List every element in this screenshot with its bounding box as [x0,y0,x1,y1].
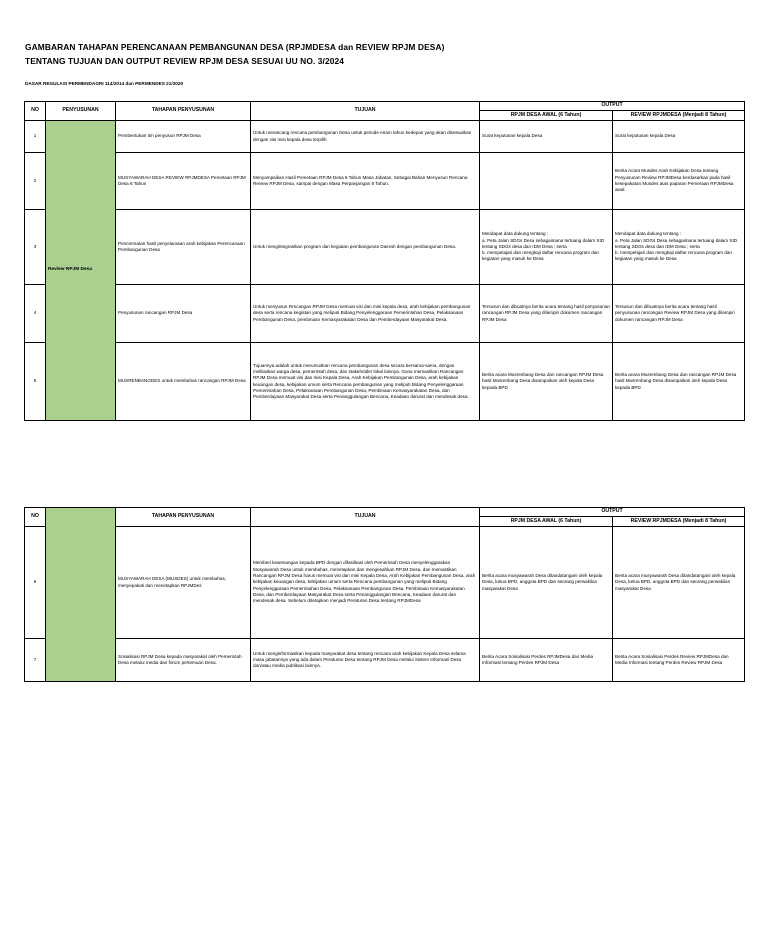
row-output-awal: Surat keputusan kepala Desa [480,121,613,153]
document-title-line1: GAMBARAN TAHAPAN PERENCANAAN PEMBANGUNAN DESA (RPJMDESA dan REVIEW RPJM DESA) [25,42,445,52]
row-no: 1 [25,121,46,153]
table-row [25,343,745,421]
table-row [25,285,745,343]
regulation-basis: DASAR REGULASI PERMENDAGRI 114/2014 dan PERMENDES 21/2020 [25,81,184,86]
row-output-review: Berita Acara Musdes Arah Kebijakan Desa tentang Penyusunan Review RPJMDesa berdasarkan pada hasil kesepakatan Musdes atas paparan Pemeraan RPJMDesa awal. [613,153,745,210]
header-output-awal: RPJM DESA AWAL (6 Tahun) [480,111,613,121]
document-title-line2: TENTANG TUJUAN DAN OUTPUT REVIEW RPJM DESA SESUAI UU NO. 3/2024 [25,56,345,66]
row-output-review: Surat keputusan kepala Desa [613,121,745,153]
table-row [25,210,745,285]
stages-table-2 [24,507,745,682]
row-no: 4 [25,285,46,343]
row-tujuan: Menyampaikan Hasil Pemetaan RPJM Desa 6 Tahun Masa Jabatan, Sebagai Bahan Menyusun Rencana Review RPJM Desa, sampai dengan Masa Perpanjangan 8 Tahun. [251,153,480,210]
row-output-awal: Tersusun dan dibuatnya berita acara tentang hasil penyusunan rancangan RPJM Desa yang dilampiri dokumen rancangan RPJM Desa [480,285,613,343]
header-output: OUTPUT [480,508,745,517]
row-output-awal: Berita Acara Sosialisasi Perdes RPJMDesa dan Media Informasi tentang Perdes RPJM Desa [480,639,613,682]
row-tahapan: Sosialisasi RPJM Desa kepada masyarakat oleh Pemerintah Desa melalui media dan forum pertemuan Desa. [116,639,251,682]
row-no: 5 [25,343,46,421]
row-tahapan: Pencermatan hasil penyelarasan arah kebijakan Perencanaan Pembangunan Desa [116,210,251,285]
header-output-review: REVIEW RPJMDESA (Menjadi 8 Tahun) [613,111,745,121]
row-output-review: Tersusun dan dibuatnya berita acara tentang hasil penyusunan rancangan Review RPJM Desa yang dilampiri dokumen rancangan RPJM Desa [613,285,745,343]
row-output-review: Berita Acara Sosialisasi Perdes Review RPJMDesa dan Media Informasi tentang Perdes Review RPJM Desa [613,639,745,682]
header-no: NO [25,102,46,121]
table-row [25,527,745,639]
row-tujuan: Untuk merancang rencana pembangunan Desa untuk periode enam tahun kedepan yang akan disesuaikan dengan visi misi kepala desa terpilih [251,121,480,153]
row-tujuan: Tujuannya adalah untuk merumuskan rencana pembangunan desa secara bersama-sama, dengan melibatkan warga desa, pemerintah desa, dan stakeholder lokal lainnya. Guna memastikan Rancangan RPJM Desa memuat visi dan misi Kepala Desa, Arah Kebijakan Pembangunan Desa, arah kebijakan keuangan desa, kebijakan umum serta Rencana pembangunan yang meliputi Bidang Penyelenggaraan Pemerintahan Desa, Pelaksanaan Pembangunan Desa, Pembinaan Kemasyarakatan Desa, dan Pemberdayaan Masyarakat Desa serta Penanggulangan Bencana, Keadaan darurat dan mendesak desa. [251,343,480,421]
row-no: 2 [25,153,46,210]
header-penyusunan: PENYUSUNAN [46,102,116,121]
header-tahapan: TAHAPAN PENYUSUNAN [116,508,251,527]
row-no: 7 [25,639,46,682]
row-output-review: Berita acara musyawarah Desa ditandatangani oleh kepala Desa, ketua BPD, anggota BPD dan seorang perwakilan masyarakat Desa [613,527,745,639]
group-label-review-rpjm: Review RPJM Desa [46,121,116,421]
stages-table-1 [24,101,745,421]
group-band [46,508,116,682]
header-tujuan: TUJUAN [251,102,480,121]
row-no: 3 [25,210,46,285]
row-tujuan: Untuk menyusun Rrncangan RPJM Desa memuat visi dan misi kepala desa, arah kebijakan pembangunan desa serta rencana kegiatan yang meliputi Bidang Penyelenggaraan Pemerintahan Desa, Pelaksanaan Pembangunan Desa, pembinaan Kemasyarakatan Desa dan Pemberdayaan Masyarakat Desa. [251,285,480,343]
header-output: OUTPUT [480,102,745,111]
row-tahapan: MUSYAWARAH DESA REVIEW RPJMDESA Pemetaan RPJM Desa 6 Tahun [116,153,251,210]
table-row [25,153,745,210]
row-tahapan: MUSYAWARAH DESA (MUSDES) untuk membahas, menyepakati dan menetapkan RPJMDes [116,527,251,639]
row-tujuan: Untuk mengintegrasikan program dan kegiatan pembangunan Daerah dengan pembangunan Desa. [251,210,480,285]
row-output-awal: Berita acara musyawarah Desa ditandatangani oleh kepala Desa, ketua BPD, anggota BPD dan seorang perwakilan masyarakat Desa [480,527,613,639]
row-tujuan: Untuk menginformasikan kepada masyarakat desa tentang rencana arah kebijakan Kepala Desa selama masa jabatannya yang ada dalam Peraturan Desa tentang RPJM Desa melalui Sistem Informasi Desa dan/atau media publikasi lainnya. [251,639,480,682]
row-no: 6 [25,527,46,639]
row-output-awal: Mendapat data dukung tentang : a. Peta Jalan SDGs Desa sebagaimana tertuang dalam SID tentang SDGs desa dan IDM Desa ; serta b. mempelajari dan mengkaji daftar rencana program dan kegiatan yang masuk ke Desa [480,210,613,285]
row-tahapan: Penyusunan rancangan RPJM Desa [116,285,251,343]
header-output-awal: RPJM DESA AWAL (6 Tahun) [480,517,613,527]
header-tujuan: TUJUAN [251,508,480,527]
row-output-awal: Berita acara Musrenbang Desa dan rancangan RPJM Desa hasil Musrenbang Desa disampaikan oleh kepala Desa kepada BPD [480,343,613,421]
header-tahapan: TAHAPAN PENYUSUNAN [116,102,251,121]
row-output-awal [480,153,613,210]
row-tujuan: Memberi kewenangan kepada BPD dengan difasilitasi oleh Pemerintah Desa menyelenggarakan Musyawarah Desa untuk membahas, menetapkan dan mengesahkan RPJM Desa, dan memastikan Rancangan RPJM Desa harus memuat visi dan misi Kepala Desa, Arah Kebijakan Pembangunan Desa, arah kebijakan keuangan desa, kebijakan umum serta Rencana pembangunan yang meliputi Bidang Penyelenggaraan Pemerintahan Desa, Pelaksanaan Pembangunan Desa, Pembinaan Kemasyarakatan Desa, dan Pemberdayaan Masyarakat Desa serta Penanggulangan Bencana, Keadaan darurat dan mendesak desa. Sebelum ditetapkan menjadi Peraturan Desa tentang RPJMDesa [251,527,480,639]
table-row [25,121,745,153]
row-output-review: Berita acara Musrenbang Desa dan rancangan RPJM Desa hasil Musrenbang Desa disampaikan oleh kepala Desa kepada BPD [613,343,745,421]
header-output-review: REVIEW RPJMDESA (Menjadi 8 Tahun) [613,517,745,527]
header-no: NO [25,508,46,527]
row-tahapan: MUSRENBANGDES untuk membahas rancangan RPJM Desa [116,343,251,421]
row-tahapan: Pembentukan tim penyusun RPJM Desa [116,121,251,153]
row-output-review: Mendapat data dukung tentang : a. Peta Jalan SDGs Desa sebagaimana tertuang dalam SID tentang SDGs desa dan IDM Desa ; serta b. mempelajari dan mengkaji daftar rencana program dan kegiatan yang masuk ke Desa [613,210,745,285]
table-row [25,639,745,682]
